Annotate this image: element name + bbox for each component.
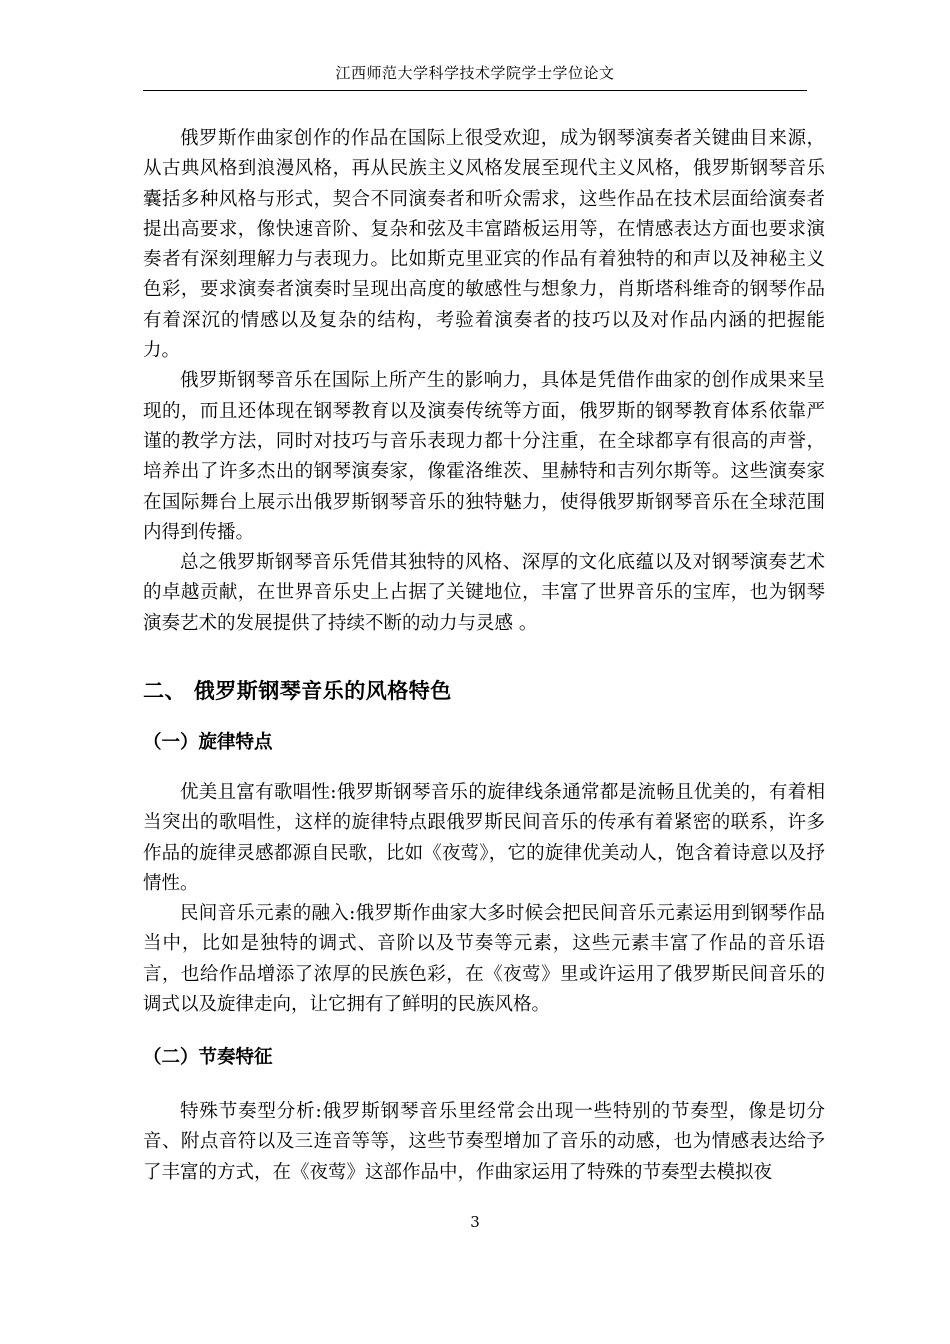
paragraph: 特殊节奏型分析:俄罗斯钢琴音乐里经常会出现一些特别的节奏型，像是切分音、附点音符以及三连音等等，这些节奏型增加了音乐的动感，也为情感表达给予了丰富的方式，在《夜莺》这部作品中，作曲家运用了特殊的节奏型去模拟夜 bbox=[143, 1101, 825, 1183]
paragraph: 俄罗斯钢琴音乐在国际上所产生的影响力，具体是凭借作曲家的创作成果来呈现的，而且还体现在钢琴教育以及演奏传统等方面，俄罗斯的钢琴教育体系依靠严谨的教学方法，同时对技巧与音乐表现力都十分注重，在全球都享有很高的声誉，培养出了许多杰出的钢琴演奏家，像霍洛维茨、里赫特和吉列尔斯等。这些演奏家在国际舞台上展示出俄罗斯钢琴音乐的独特魅力，使得俄罗斯钢琴音乐在全球范围内得到传播。 bbox=[143, 370, 825, 543]
paragraph: 优美且富有歌唱性:俄罗斯钢琴音乐的旋律线条通常都是流畅且优美的，有着相当突出的歌唱性，这样的旋律特点跟俄罗斯民间音乐的传承有着紧密的联系，许多作品的旋律灵感都源自民歌，比如《夜莺》，它的旋律优美动人，饱含着诗意以及抒情性。 bbox=[143, 782, 825, 894]
paragraph: 俄罗斯作曲家创作的作品在国际上很受欢迎，成为钢琴演奏者关键曲目来源，从古典风格到浪漫风格，再从民族主义风格发展至现代主义风格，俄罗斯钢琴音乐囊括多种风格与形式，契合不同演奏者和听众需求，这些作品在技术层面给演奏者提出高要求，像快速音阶、复杂和弦及丰富踏板运用等，在情感表达方面也要求演奏者有深刻理解力与表现力。比如斯克里亚宾的作品有着独特的和声以及神秘主义色彩，要求演奏者演奏时呈现出高度的敏感性与想象力，肖斯塔科维奇的钢琴作品有着深沉的情感以及复杂的结构，考验着演奏者的技巧以及对作品内涵的把握能力。 bbox=[143, 128, 825, 362]
page-number: 3 bbox=[470, 1213, 480, 1231]
paragraph: 总之俄罗斯钢琴音乐凭借其独特的风格、深厚的文化底蕴以及对钢琴演奏艺术的卓越贡献，在世界音乐史上占据了关键地位，丰富了世界音乐的宝库，也为钢琴演奏艺术的发展提供了持续不断的动力与灵感 。 bbox=[143, 552, 825, 634]
melody-paragraphs bbox=[143, 778, 825, 1020]
running-header: 江西师范大学科学技术学院学士学位论文 bbox=[335, 64, 615, 82]
subsection-heading-melody: （一）旋律特点 bbox=[143, 732, 273, 753]
rhythm-paragraphs bbox=[143, 1097, 825, 1188]
intro-paragraphs bbox=[143, 124, 825, 639]
paragraph: 民间音乐元素的融入:俄罗斯作曲家大多时候会把民间音乐元素运用到钢琴作品当中，比如是独特的调式、音阶以及节奏等元素，这些元素丰富了作品的音乐语言，也给作品增添了浓厚的民族色彩，在《夜莺》里或许运用了俄罗斯民间音乐的调式以及旋律走向，让它拥有了鲜明的民族风格。 bbox=[143, 903, 825, 1016]
subsection-heading-rhythm: （二）节奏特征 bbox=[143, 1047, 273, 1068]
section-heading: 二、 俄罗斯钢琴音乐的风格特色 bbox=[143, 679, 452, 703]
header-divider bbox=[143, 90, 807, 91]
